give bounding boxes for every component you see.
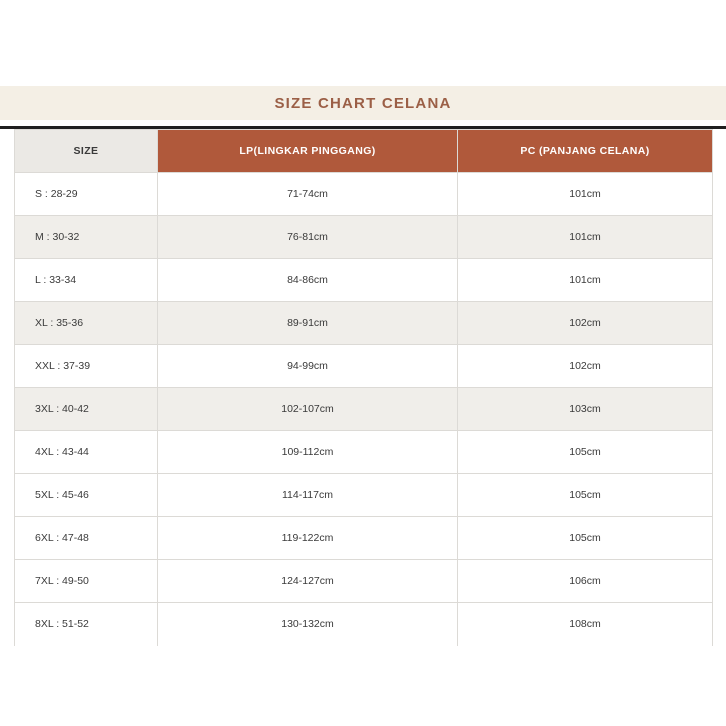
table-row [15, 431, 713, 474]
row-size-cell: S : 28-29 [15, 173, 158, 216]
row-size-cell: 3XL : 40-42 [15, 388, 158, 431]
row-lp-cell: 114-117cm [158, 474, 458, 517]
row-pc-cell: 105cm [458, 431, 713, 474]
row-lp-cell: 76-81cm [158, 216, 458, 259]
row-lp-cell: 109-112cm [158, 431, 458, 474]
row-lp-cell: 94-99cm [158, 345, 458, 388]
table-row [15, 173, 713, 216]
row-size-cell: 4XL : 43-44 [15, 431, 158, 474]
size-chart-table [14, 129, 713, 646]
row-pc-cell: 102cm [458, 302, 713, 345]
row-pc-cell: 103cm [458, 388, 713, 431]
row-pc-cell: 101cm [458, 259, 713, 302]
row-size-cell: XL : 35-36 [15, 302, 158, 345]
row-pc-cell: 105cm [458, 517, 713, 560]
row-pc-cell: 106cm [458, 560, 713, 603]
row-size-cell: XXL : 37-39 [15, 345, 158, 388]
row-size-cell: L : 33-34 [15, 259, 158, 302]
row-lp-cell: 71-74cm [158, 173, 458, 216]
table-row [15, 302, 713, 345]
row-pc-cell: 101cm [458, 173, 713, 216]
row-size-cell: 8XL : 51-52 [15, 603, 158, 646]
row-lp-cell: 119-122cm [158, 517, 458, 560]
row-lp-cell: 102-107cm [158, 388, 458, 431]
table-row [15, 259, 713, 302]
column-header-size: SIZE [15, 130, 158, 173]
row-size-cell: 5XL : 45-46 [15, 474, 158, 517]
table-body [15, 173, 713, 646]
table-row [15, 388, 713, 431]
table-row [15, 560, 713, 603]
table-row [15, 345, 713, 388]
row-size-cell: 6XL : 47-48 [15, 517, 158, 560]
row-lp-cell: 130-132cm [158, 603, 458, 646]
header-row [15, 130, 713, 173]
row-lp-cell: 89-91cm [158, 302, 458, 345]
column-header-pc: PC (PANJANG CELANA) [458, 130, 713, 173]
row-lp-cell: 84-86cm [158, 259, 458, 302]
title-band [0, 86, 726, 120]
column-header-lp: LP(LINGKAR PINGGANG) [158, 130, 458, 173]
table-row [15, 474, 713, 517]
row-pc-cell: 108cm [458, 603, 713, 646]
row-pc-cell: 101cm [458, 216, 713, 259]
table-row [15, 603, 713, 646]
row-pc-cell: 102cm [458, 345, 713, 388]
page-title: SIZE CHART CELANA [274, 94, 452, 112]
row-pc-cell: 105cm [458, 474, 713, 517]
row-size-cell: M : 30-32 [15, 216, 158, 259]
table-row [15, 216, 713, 259]
row-lp-cell: 124-127cm [158, 560, 458, 603]
row-size-cell: 7XL : 49-50 [15, 560, 158, 603]
table-row [15, 517, 713, 560]
